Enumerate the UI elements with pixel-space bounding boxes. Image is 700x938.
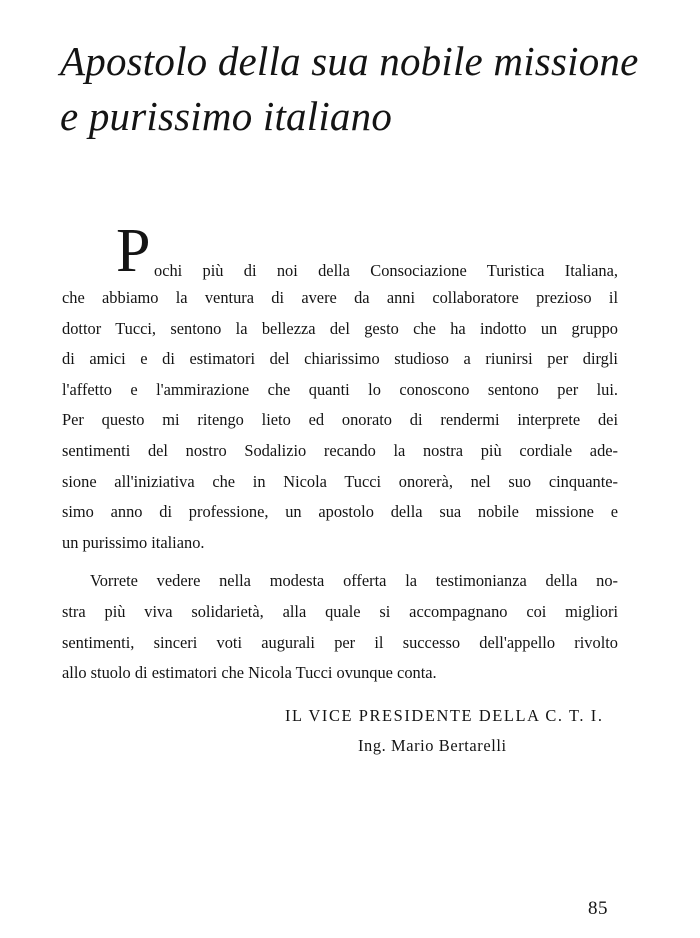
drop-cap: P: [116, 217, 151, 285]
signature-title: IL VICE PRESIDENTE DELLA C. T. I.: [285, 706, 604, 725]
first-line-text: ochi più di noi della Consociazione Turistica Italiana,: [154, 261, 618, 280]
text-line: di amici e di estimatori del chiarissimo studioso a riunirsi per dirgli: [62, 349, 618, 369]
text-line: che abbiamo la ventura di avere da anni collaboratore prezioso il: [62, 288, 618, 307]
text-line: Vorrete vedere nella modesta offerta la testimonianza della no-: [90, 571, 618, 591]
text-line: sentimenti, sinceri voti augurali per il successo dell'appello rivolto: [62, 632, 618, 652]
page-number: 85: [588, 898, 608, 919]
text-line: simo anno di professione, un apostolo della sua nobile missione e: [62, 502, 618, 522]
text-line: sentimenti del nostro Sodalizio recando la nostra più cordiale ade-: [62, 440, 618, 460]
paragraph-2: [62, 566, 618, 688]
text-line: allo stuolo di estimatori che Nicola Tucci ovunque conta.: [62, 663, 437, 683]
text-line: un purissimo italiano.: [62, 532, 205, 552]
letter-body: [62, 217, 618, 689]
text-line: stra più viva solidarietà, alla quale si accompagnano coi migliori: [62, 601, 618, 621]
opening-line: [62, 217, 618, 285]
title-line-1: Apostolo della sua nobile missione: [60, 38, 639, 84]
signature-name: Ing. Mario Bertarelli: [358, 736, 507, 755]
page-title: [60, 34, 660, 144]
text-line: dottor Tucci, sentono la bellezza del gesto che ha indotto un gruppo: [62, 318, 618, 338]
text-line: l'affetto e l'ammirazione che quanti lo conoscono sentono per lui.: [62, 379, 618, 399]
title-line-2: e purissimo italiano: [60, 93, 393, 139]
text-line: sione all'iniziativa che in Nicola Tucci onorerà, nel suo cinquante-: [62, 471, 618, 491]
text-line: Per questo mi ritengo lieto ed onorato di rendermi interprete dei: [62, 410, 618, 430]
paragraph-1: [62, 283, 618, 558]
